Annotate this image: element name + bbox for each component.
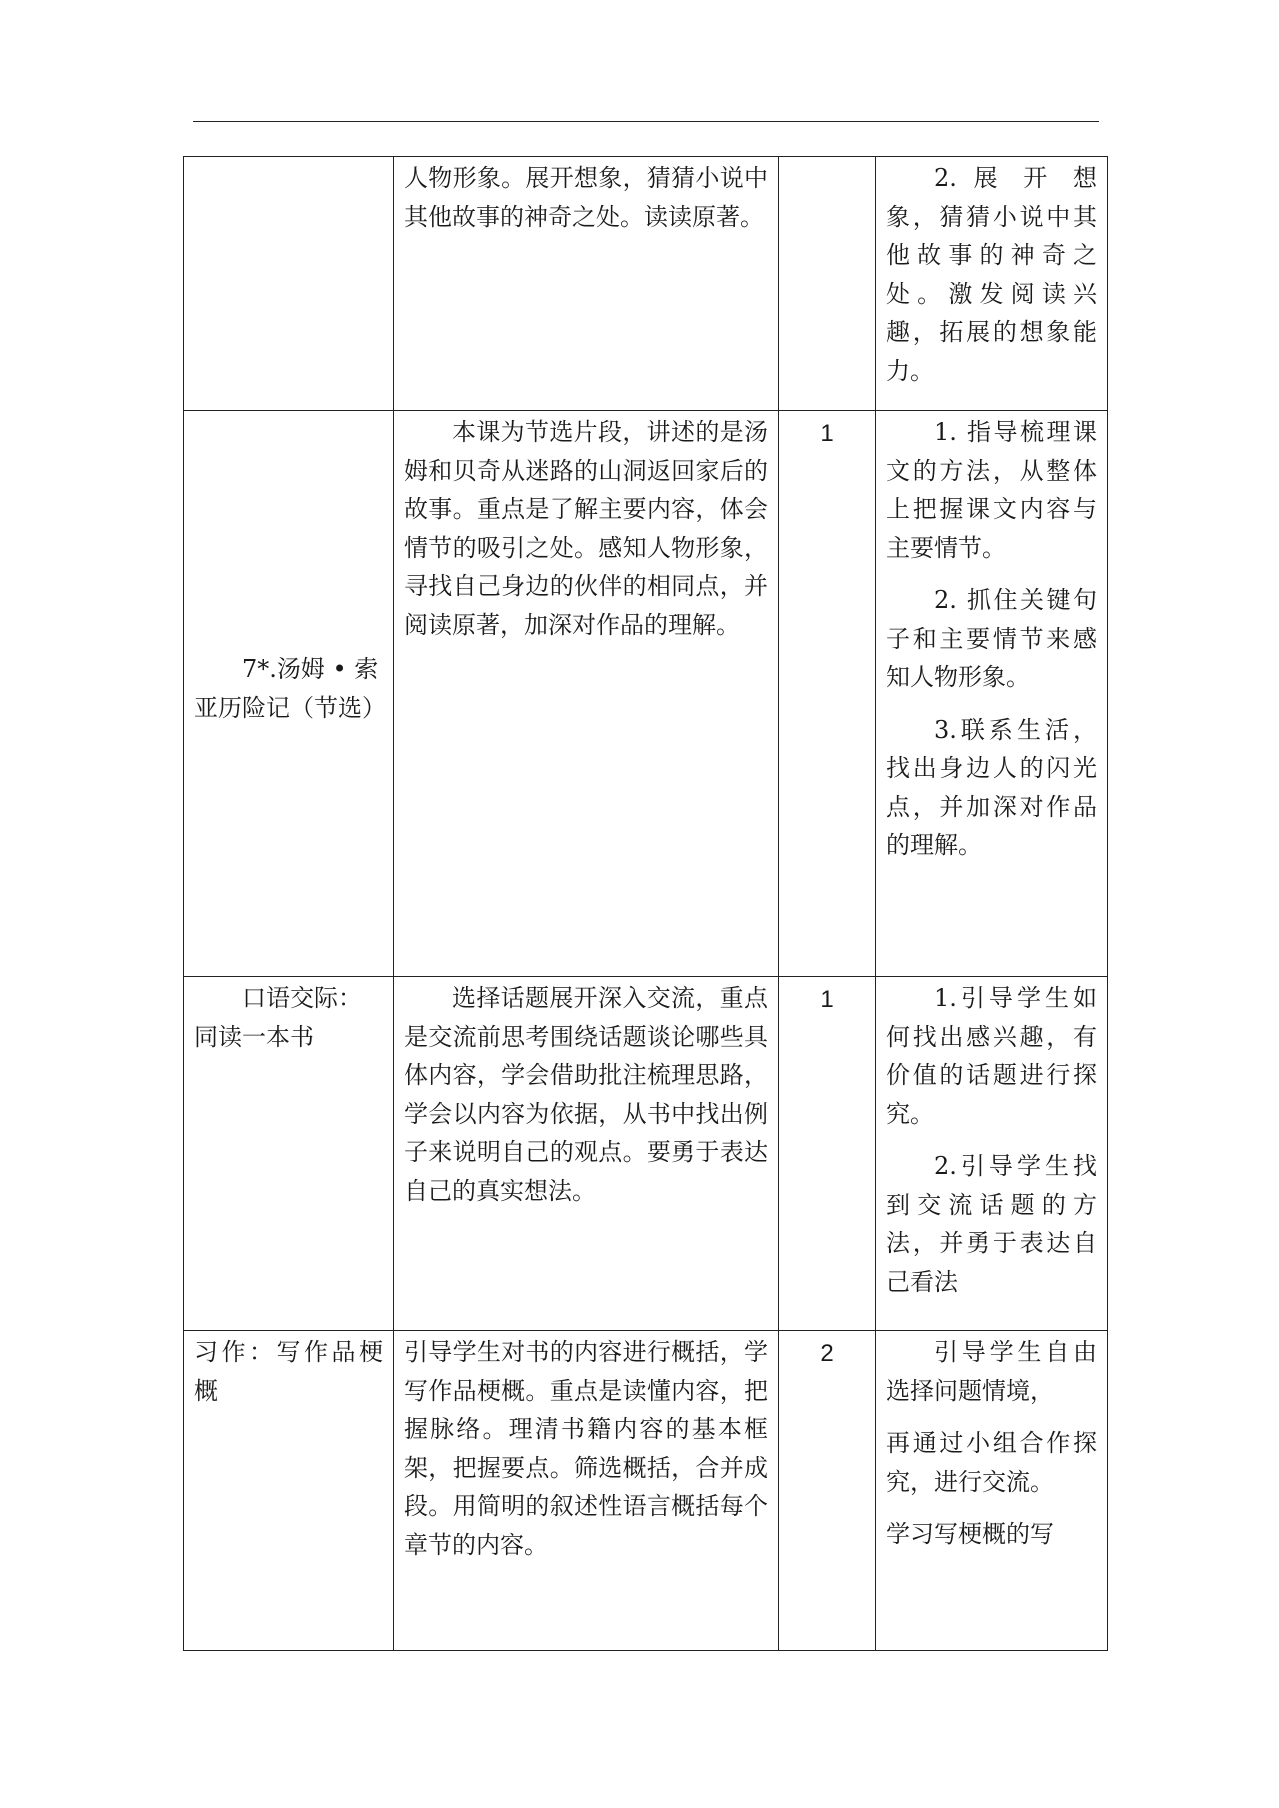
strategy-item: 3.联系生活，找出身边人的闪光点，并加深对作品的理解。 (886, 715, 1097, 859)
table-row (184, 157, 1108, 411)
strategy-item: 引导学生自由选择问题情境， (886, 1338, 1097, 1405)
lesson-title-cell (184, 977, 394, 1331)
lesson-content-cell (394, 1331, 779, 1651)
lesson-content-cell (394, 157, 779, 411)
lesson-hours-cell (779, 411, 876, 977)
table-row (184, 411, 1108, 977)
strategy-item: 1.引导学生如何找出感兴趣，有价值的话题进行探究。 (886, 984, 1097, 1128)
lesson-title: 7*.汤姆 • 索亚历险记（节选） (194, 655, 386, 722)
table-row (184, 977, 1108, 1331)
lesson-content-cell (394, 411, 779, 977)
lesson-content: 本课为节选片段，讲述的是汤姆和贝奇从迷路的山洞返回家后的故事。重点是了解主要内容，体会情节的吸引之处。感知人物形象，寻找自己身边的伙伴的相同点，并阅读原著，加深对作品的理解。 (404, 418, 768, 639)
lesson-title: 口语交际：同读一本书 (194, 984, 362, 1051)
lesson-strategies-cell (876, 977, 1108, 1331)
lesson-hours-cell (779, 157, 876, 411)
strategy-item: 2.引导学生找到交流话题的方法，并勇于表达自己看法 (886, 1152, 1097, 1296)
lesson-hours-cell (779, 977, 876, 1331)
strategy-item: 2. 展 开 想象，猜猜小说中其他故事的神奇之处。激发阅读兴趣，拓展的想象能力。 (886, 164, 1097, 385)
lesson-hours-cell (779, 1331, 876, 1651)
strategy-item: 学习写梗概的写 (886, 1520, 1054, 1548)
lesson-title-cell (184, 157, 394, 411)
lesson-hours: 1 (820, 420, 834, 447)
strategy-item: 1. 指导梳理课文的方法，从整体上把握课文内容与主要情节。 (886, 418, 1097, 562)
lesson-title-cell (184, 411, 394, 977)
lesson-hours: 1 (820, 986, 834, 1013)
header-rule (193, 121, 1099, 122)
lesson-content-cell (394, 977, 779, 1331)
lesson-strategies-cell (876, 411, 1108, 977)
lesson-strategies-cell (876, 1331, 1108, 1651)
lesson-content: 人物形象。展开想象，猜猜小说中其他故事的神奇之处。读读原著。 (404, 164, 768, 231)
strategy-item: 2. 抓住关键句子和主要情节来感知人物形象。 (886, 586, 1097, 691)
strategy-item: 再通过小组合作探究，进行交流。 (886, 1429, 1097, 1496)
lesson-title: 习作：写作品梗概 (194, 1338, 383, 1405)
lesson-title-cell (184, 1331, 394, 1651)
lesson-strategies-cell (876, 157, 1108, 411)
lesson-content: 选择话题展开深入交流，重点是交流前思考围绕话题谈论哪些具体内容，学会借助批注梳理思路，学会以内容为依据，从书中找出例子来说明自己的观点。要勇于表达自己的真实想法。 (404, 984, 768, 1205)
lesson-hours: 2 (820, 1340, 834, 1367)
lesson-content: 引导学生对书的内容进行概括，学写作品梗概。重点是读懂内容，把握脉络。理清书籍内容的基本框架，把握要点。筛选概括，合并成段。用简明的叙述性语言概括每个章节的内容。 (404, 1338, 768, 1559)
table-row (184, 1331, 1108, 1651)
lesson-plan-table (183, 156, 1108, 1651)
